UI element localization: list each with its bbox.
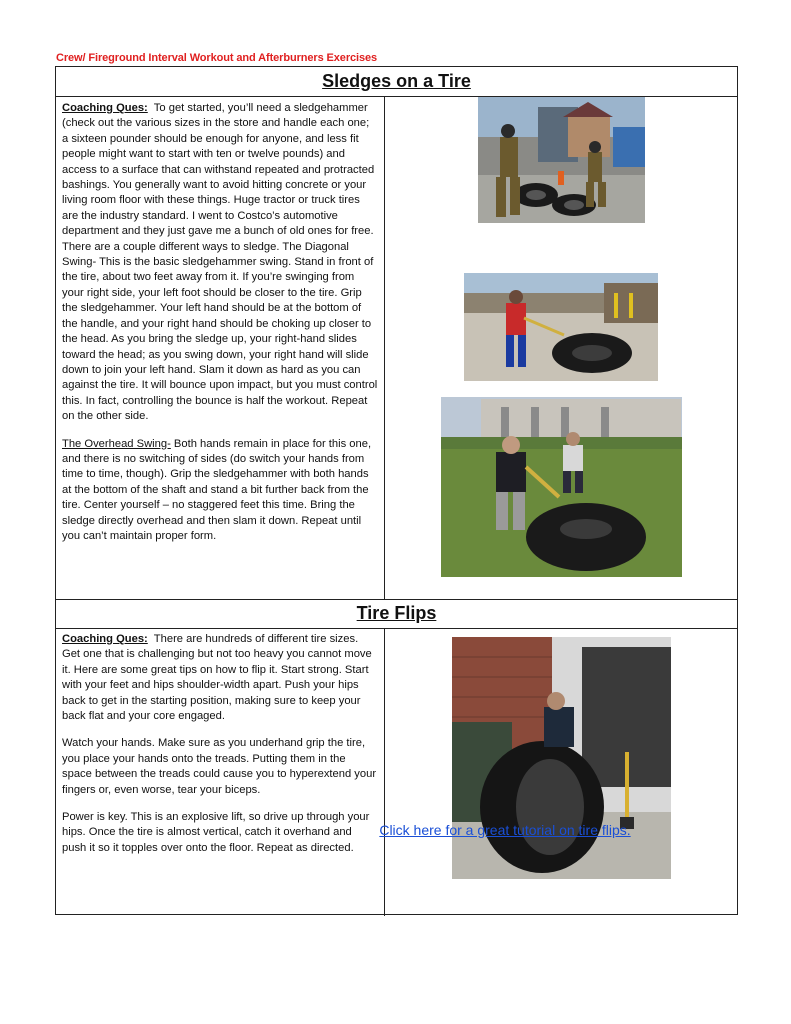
coaching-ques-label: Coaching Ques: <box>62 102 148 114</box>
photo-man-flipping-tire <box>452 637 671 879</box>
overhead-swing-label: The Overhead Swing- <box>62 437 171 450</box>
section-title-sledges: Sledges on a Tire <box>56 67 737 97</box>
document-header: Crew/ Fireground Interval Workout and Afterburners Exercises <box>56 52 378 64</box>
coaching-ques-label-2: Coaching Ques: <box>62 633 148 645</box>
column-divider-2 <box>384 629 385 916</box>
photo-firefighters-sledging <box>478 97 645 223</box>
tire-flips-tutorial-link[interactable]: Click here for a great tutorial on tire flips. <box>379 822 631 838</box>
flips-paragraph-2: Watch your hands. Make sure as you underhand grip the tire, you place your hands onto the treads. Putting them in the space between the treads could cause you to hyperextend your fingers or, even worse, tear your biceps. <box>62 737 377 796</box>
flips-paragraph-3: Power is key. This is an explosive lift, so drive up through your hips. Once the tire is almost vertical, catch it overhand and push it so it topples over onto the floor. Repeat as directed. <box>62 811 370 854</box>
photo-man-swinging-sledge <box>464 273 658 381</box>
column-divider <box>384 97 385 599</box>
sledges-paragraph-1 <box>62 101 378 425</box>
flips-paragraph-1 <box>62 632 378 724</box>
sledges-text <box>62 101 378 556</box>
sledges-paragraph-2 <box>62 437 378 545</box>
sledges-body-2: Both hands remain in place for this one, and there is no switching of sides (do switch your hands from time to time, though). Grip the sledgehammer with both hands at the bottom of the shaft and stand a bit further back from the tire. Center yourself – no staggered feet this time. Bring the sledge directly overhead and then slam it down. Repeat until you can’t maintain proper form. <box>62 437 372 542</box>
exercise-table <box>55 66 738 915</box>
flips-body-1: There are hundreds of different tire sizes. Get one that is challenging but not too heavy you cannot move it. Here are some great tips on how to flip it. Start strong. Start with your feet and hips shoulder-width apart. Push your hips back to get in the starting position, making sure to keep your back flat and your core engaged. <box>62 633 372 723</box>
sledges-body-1: To get started, you’ll need a sledgehammer (check out the various sizes in the store and handle each one; a sixteen pounder should be enough for anyone, and less fit people might want to start with ten or twelve pounds) and access to a surface that can withstand repeated and protracted bashings. You generally want to avoid hitting concrete or your living room floor with these things. Huge tractor or truck tires are the industry standard. I went to Costco’s automotive department and they just gave me a bunch of old ones for free. There are a couple different ways to sledge. The Diagonal Swing- This is the basic sledgehammer swing. Stand in front of the tire, about two feet away from it. If you’re swinging from your right side, your left foot should be closer to the tire. Grip the sledgehammer. Your left hand should be at the bottom of the handle, and your right hand should be choking up closer to the head. As you bring the sledge up, your right-hand slides toward the head; as you swing down, your right hand will slide down to join your left hand. Slam it down as hard as you can against the tire. It will bounce upon impact, but you must control this. In fact, controlling the bounce is half the workout. Repeat on the other side. <box>62 102 378 423</box>
photo-men-sledging-on-grass <box>441 397 682 577</box>
section-title-tire-flips: Tire Flips <box>56 599 737 629</box>
